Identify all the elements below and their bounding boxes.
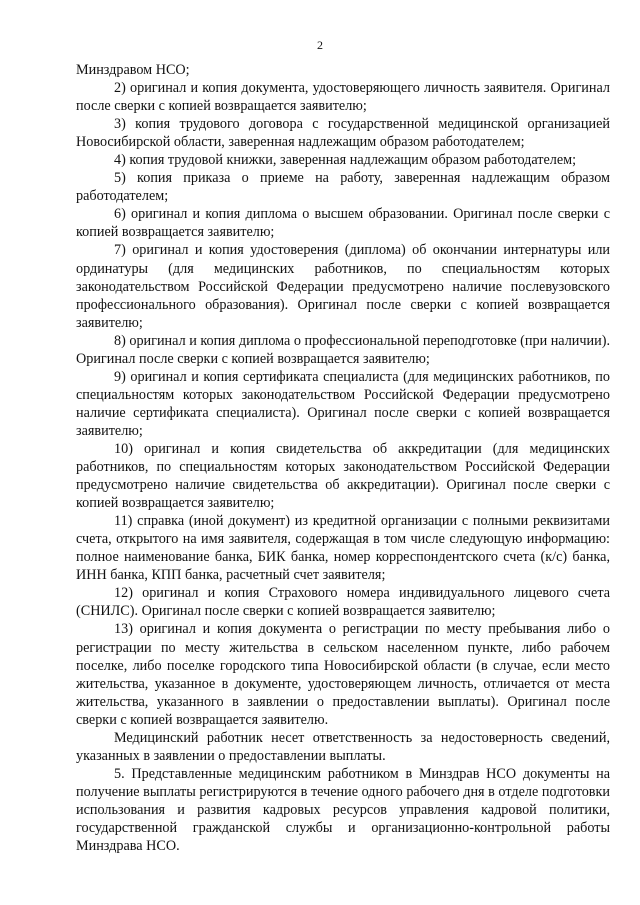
- list-item-3: 3) копия трудового договора с государственной медицинской организацией Новосибирской области, заверенная надлежащим образом работодателем;: [76, 116, 610, 151]
- paragraph-continuation: Минздравом НСО;: [76, 62, 190, 78]
- list-item-6: 6) оригинал и копия диплома о высшем образовании. Оригинал после сверки с копией возвращается заявителю;: [76, 206, 610, 241]
- section-5-paragraph: 5. Представленные медицинским работником в Минздрав НСО документы на получение выплаты регистрируются в течение одного рабочего дня в отделе подготовки использования и развития кадровых ресурсов управления кадровой политики, государственной гражданской службы и организационно-контрольной работы Минздрава НСО.: [76, 765, 610, 855]
- list-item-11: 11) справка (иной документ) из кредитной организации с полными реквизитами счета, открытого на имя заявителя, содержащая в том числе следующую информацию: полное наименование банка, БИК банка, номер корреспондентского счета (к/с) банка, ИНН банка, КПП банка, расчетный счет заявителя;: [76, 513, 610, 584]
- list-item-4: 4) копия трудовой книжки, заверенная надлежащим образом работодателем;: [114, 152, 577, 169]
- list-item-7: 7) оригинал и копия удостоверения (диплома) об окончании интернатуры или ординатуры (для медицинских работников, по специальностям которых законодательством Российской Федерации предусмотрено наличие послевузовского профессионального образования). Оригинал после сверки с копией возвращается заявителю;: [76, 242, 610, 331]
- responsibility-paragraph: Медицинский работник несет ответственность за недостоверность сведений, указанных в заявлении о предоставлении выплаты.: [76, 729, 610, 764]
- list-item-12: 12) оригинал и копия Страхового номера индивидуального лицевого счета (СНИЛС). Оригинал после сверки с копией возвращается заявителю;: [76, 585, 610, 620]
- list-item-8: 8) оригинал и копия диплома о профессиональной переподготовке (при наличии). Оригинал после сверки с копией возвращается заявителю;: [76, 332, 610, 367]
- list-item-10: 10) оригинал и копия свидетельства об аккредитации (для медицинских работников, по специальностям которых законодательством Российской Федерации предусмотрено наличие свидетельства об аккредитации). Оригинал после сверки с копией возвращается заявителю;: [76, 440, 610, 512]
- list-item-13: 13) оригинал и копия документа о регистрации по месту пребывания либо о регистрации по месту жительства в сельском населенном пункте, либо рабочем поселке, либо поселке городского типа Новосибирской области (в случае, если место жительства, указанное в документе, удостоверяющем личность, отличается от места жительства, указанного в заявлении о предоставлении выплаты). Оригинал после сверки с копией возвращается заявителю.: [76, 621, 610, 728]
- list-item-5: 5) копия приказа о приеме на работу, заверенная надлежащим образом работодателем;: [76, 170, 610, 205]
- page-number: 2: [317, 38, 323, 52]
- list-item-9: 9) оригинал и копия сертификата специалиста (для медицинских работников, по специальностям которых законодательством Российской Федерации предусмотрено наличие сертификата специалиста). Оригинал после сверки с копией возвращается заявителю;: [76, 368, 610, 439]
- list-item-2: 2) оригинал и копия документа, удостоверяющего личность заявителя. Оригинал после сверки с копией возвращается заявителю;: [76, 80, 610, 115]
- document-body: [76, 61, 610, 855]
